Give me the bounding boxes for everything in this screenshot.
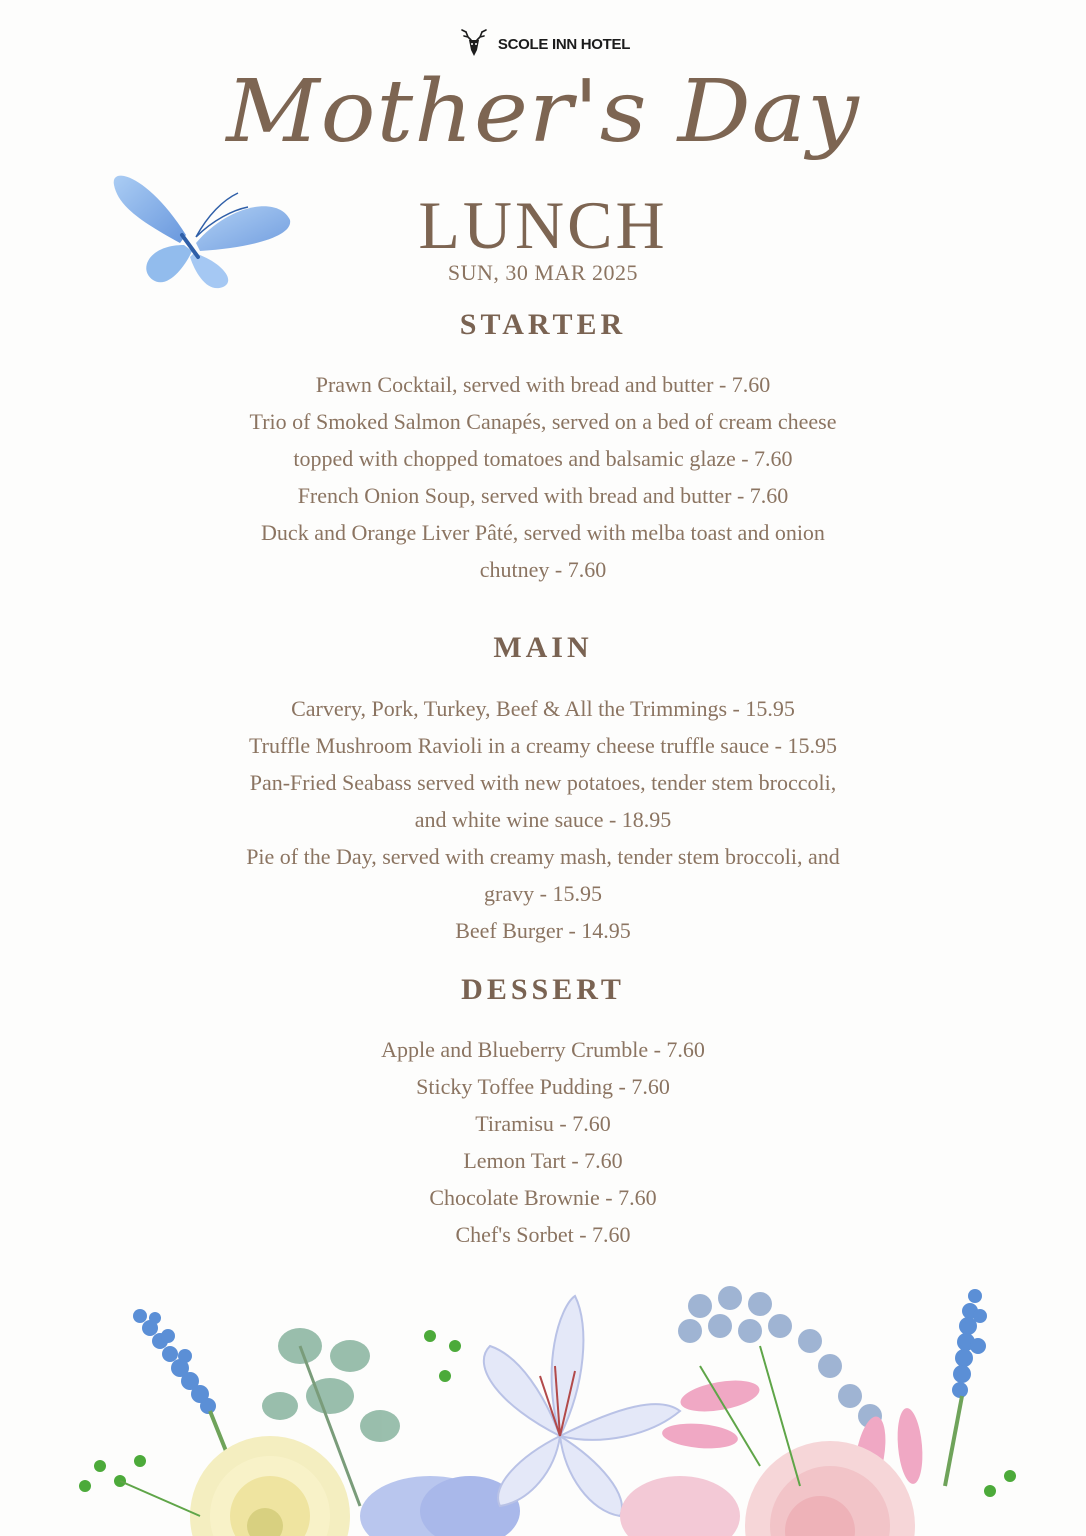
- menu-line: Tiramisu - 7.60: [475, 1111, 611, 1136]
- event-date: SUN, 30 MAR 2025: [447, 260, 639, 285]
- floral-border: [0, 1286, 1086, 1536]
- menu-line: Lemon Tart - 7.60: [463, 1148, 623, 1173]
- menu-line: Pan-Fried Seabass served with new potatoes, tender stem broccoli,: [249, 770, 837, 795]
- menu-line: Beef Burger - 14.95: [455, 918, 631, 943]
- menu-line: Truffle Mushroom Ravioli in a creamy cheese truffle sauce - 15.95: [249, 733, 837, 758]
- menu-line: gravy - 15.95: [484, 881, 602, 906]
- menu-line: Apple and Blueberry Crumble - 7.60: [381, 1037, 705, 1062]
- section-heading-dessert: DESSERT: [461, 973, 625, 1006]
- menu-line: Prawn Cocktail, served with bread and butter - 7.60: [315, 372, 771, 397]
- section-heading-main: MAIN: [493, 631, 593, 664]
- menu-line: topped with chopped tomatoes and balsamic glaze - 7.60: [293, 446, 793, 471]
- menu-line: chutney - 7.60: [479, 557, 607, 582]
- menu-line: Pie of the Day, served with creamy mash, tender stem broccoli, and: [246, 844, 840, 869]
- dessert-list: [200, 1031, 886, 1253]
- menu-line: French Onion Soup, served with bread and butter - 7.60: [297, 483, 789, 508]
- menu-line: Chef's Sorbet - 7.60: [455, 1222, 631, 1247]
- section-heading-starter: STARTER: [459, 308, 627, 341]
- brand-header: [0, 28, 1086, 60]
- menu-line: Duck and Orange Liver Pâté, served with melba toast and onion: [261, 520, 825, 545]
- main-list: [200, 690, 886, 949]
- starter-list: [200, 366, 886, 588]
- title-lunch: LUNCH: [418, 187, 668, 263]
- menu-line: Chocolate Brownie - 7.60: [429, 1185, 657, 1210]
- hotel-name: SCOLE INN HOTEL: [497, 35, 631, 53]
- hyacinth-left: [133, 1309, 216, 1414]
- menu-line: Sticky Toffee Pudding - 7.60: [416, 1074, 670, 1099]
- menu-line: and white wine sauce - 18.95: [414, 807, 672, 832]
- menu-line: Carvery, Pork, Turkey, Beef & All the Trimmings - 15.95: [291, 696, 795, 721]
- menu-line: Trio of Smoked Salmon Canapés, served on a bed of cream cheese: [249, 409, 837, 434]
- title-script: Mother's Day: [226, 62, 860, 162]
- stag-head-icon: [456, 28, 492, 60]
